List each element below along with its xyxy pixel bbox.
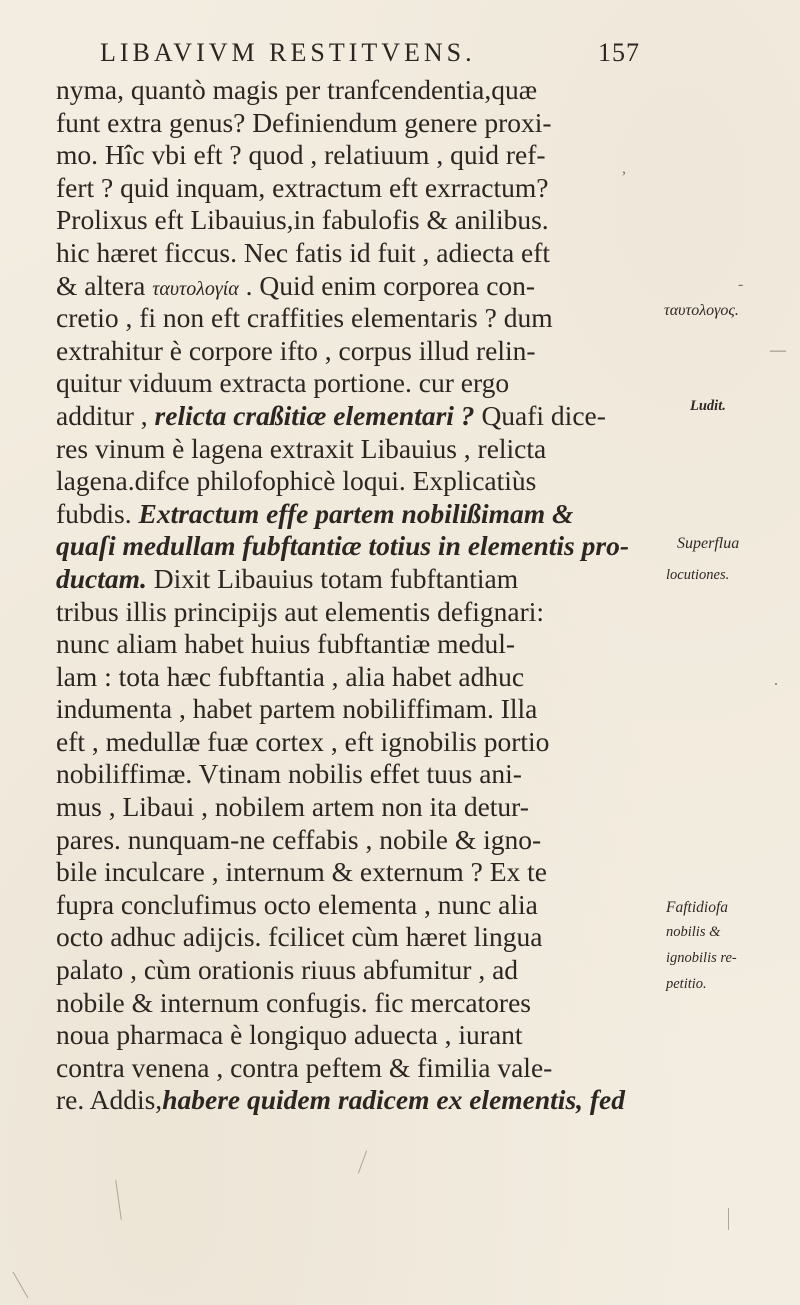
margin-note-fastidiosa: Faftidiofa [666,899,728,916]
text-line [56,270,646,303]
text-line: tribus illis principijs aut elementis defignari: [56,595,545,627]
margin-note-locutiones: locutiones. [666,567,730,583]
text-line: nobile & internum confugis. fic mercatores [56,986,531,1018]
text-line: bile inculcare , internum & externum ? Ex te [56,856,547,888]
page-header [80,30,640,70]
text-line: mo. Hîc vbi eft ? quod , relatiuum , quid ref- [56,139,546,171]
text-line [56,530,646,563]
ink-smudge [13,1272,29,1298]
text-line: lagena.difce philofophicè loqui. Explicatiùs [56,465,537,497]
text-line: mus , Libaui , nobilem artem non ita detur- [56,791,529,823]
roman-text: Quafi dice- [474,399,606,431]
margin-note-nobilis: nobilis & [666,924,721,940]
italic-phrase: ductam. [56,562,147,594]
roman-text: fubdis. [56,497,139,529]
stray-mark: . [774,672,778,689]
margin-note-ludit: Ludit. [690,398,726,414]
text-line: hic hæret ficcus. Nec fatis id fuit , adiecta eft [56,236,551,268]
body-text [56,74,646,1117]
text-line: res vinum è lagena extraxit Libauius , relicta [56,432,547,464]
stray-mark: - [738,276,744,293]
text-line: funt extra genus? Definiendum genere proxi- [56,106,552,138]
text-line [56,400,646,433]
italic-phrase: habere quidem radicem ex elementis, fed [162,1084,626,1116]
text-line: nyma, quantò magis per tranfcendentia,quæ [56,74,538,105]
text-line: fupra conclufimus octo elementa , nunc alia [56,888,538,920]
margin-note-ignobilis: ignobilis re- [666,950,737,966]
text-line: nobiliffimæ. Vtinam nobilis effet tuus ani- [56,758,522,790]
text-line: pares. nunquam-ne ceffabis , nobile & igno- [56,823,542,855]
margin-note-petitio: petitio. [666,976,707,992]
stray-mark: , [622,160,626,177]
text-line [56,1084,646,1117]
roman-text: . Quid enim corporea con- [238,269,536,301]
greek-word: ταυτολογία [152,277,239,300]
text-line: eft , medullæ fuæ cortex , eft ignobilis portio [56,725,550,757]
text-line: extrahitur è corpore ifto , corpus illud relin- [56,334,536,366]
margin-note-superflua: Superflua [677,535,740,552]
roman-text: & altera [56,269,153,301]
italic-phrase: relicta craßitiæ elementari ? [154,399,475,431]
text-line: fert ? quid inquam, extractum eft exrractum? [56,171,549,203]
roman-text: additur , [56,399,155,431]
text-line: contra venena , contra peftem & fimilia vale- [56,1051,553,1083]
ink-smudge [115,1180,122,1220]
text-line: nunc aliam habet huius fubftantiæ medul- [56,628,515,660]
stray-mark: — [770,342,786,359]
roman-text: re. Addis, [56,1084,163,1116]
running-head: LIBAVIVM RESTITVENS. [100,38,476,67]
text-line: cretio , fi non eft craffities elementaris ? dum [56,302,553,334]
roman-text: Dixit Libauius totam fubftantiam [146,562,519,594]
margin-note-tautologos: ταυτολογος. [664,302,739,319]
text-line: lam : tota hæc fubftantia , alia habet adhuc [56,660,525,692]
text-line: quitur viduum extracta portione. cur ergo [56,367,510,399]
italic-phrase: Extractum effe partem nobilißimam & [138,497,574,529]
text-line: palato , cùm orationis riuus abfumitur , ad [56,954,519,986]
text-line: octo adhuc adijcis. fcilicet cùm hæret lingua [56,921,543,953]
page-number: 157 [598,38,640,67]
text-line: indumenta , habet partem nobiliffimam. Illa [56,693,538,725]
ink-smudge [358,1151,367,1174]
text-line [56,563,646,596]
italic-phrase: quaſi medullam fubftantiæ totius in elementis pro- [56,530,629,562]
text-line: noua pharmaca è longiquo aduecta , iurant [56,1019,523,1051]
ink-smudge [728,1208,729,1230]
text-line: Prolixus eft Libauius,in fabulofis & anilibus. [56,204,549,236]
text-line [56,498,646,531]
